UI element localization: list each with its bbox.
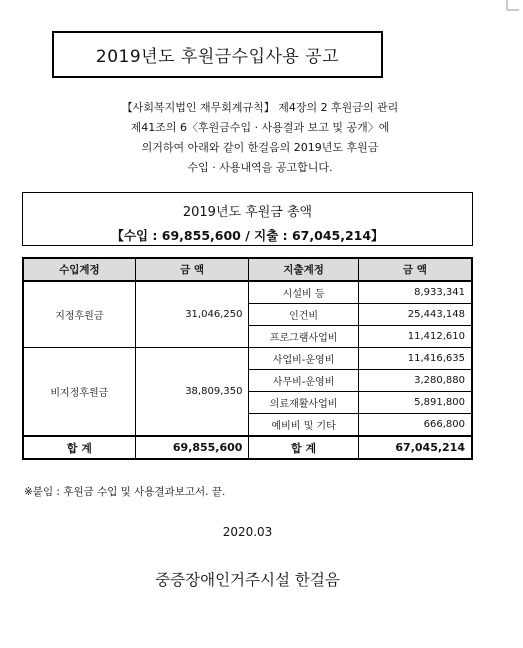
expense-amount-cell: 5,891,800 <box>358 392 472 414</box>
expense-account-cell: 사무비-운영비 <box>249 370 358 392</box>
header-income-amount: 금 액 <box>135 258 249 281</box>
income-amount-cell: 38,809,350 <box>135 348 249 437</box>
expense-amount-cell: 8,933,341 <box>358 281 472 304</box>
expense-amount-cell: 666,800 <box>358 414 472 437</box>
table-header-row <box>23 258 472 281</box>
total-income-label: 합 계 <box>23 436 135 459</box>
summary-totals: 【수입 : 69,855,600 / 지출 : 67,045,214】 <box>111 228 384 243</box>
header-expense-account: 지출계정 <box>249 258 358 281</box>
expense-account-cell: 인건비 <box>249 304 358 326</box>
table-total-row <box>23 436 472 459</box>
organization-name: 중증장애인거주시설 한걸음 <box>155 571 340 589</box>
income-amount-cell: 31,046,250 <box>135 281 249 348</box>
header-income-account: 수입계정 <box>23 258 135 281</box>
expense-account-cell: 사업비-운영비 <box>249 348 358 370</box>
income-account-cell: 비지정후원금 <box>23 348 135 437</box>
expense-account-cell: 의료재활사업비 <box>249 392 358 414</box>
intro-line: 제41조의 6〈후원금수입 · 사용결과 보고 및 공개〉에 <box>130 121 390 134</box>
notice-date: 2020.03 <box>222 525 273 539</box>
expense-account-cell: 시설비 등 <box>249 281 358 304</box>
income-account-cell: 지정후원금 <box>23 281 135 348</box>
expense-amount-cell: 11,416,635 <box>358 348 472 370</box>
intro-line: 수입 · 사용내역을 공고합니다. <box>187 161 333 174</box>
expense-amount-cell: 3,280,880 <box>358 370 472 392</box>
intro-paragraph <box>60 98 460 178</box>
expense-amount-cell: 11,412,610 <box>358 326 472 348</box>
total-expense-amount: 67,045,214 <box>358 436 472 459</box>
expense-account-cell: 프로그램사업비 <box>249 326 358 348</box>
summary-title: 2019년도 후원금 총액 <box>182 205 313 220</box>
notice-title: 2019년도 후원금수입사용 공고 <box>52 31 383 78</box>
total-income-amount: 69,855,600 <box>135 436 249 459</box>
intro-line: 【사회복지법인 재무회계규칙】 제4장의 2 후원금의 관리 <box>121 101 399 114</box>
table-row <box>23 348 472 370</box>
income-expense-table <box>22 257 473 460</box>
expense-amount-cell: 25,443,148 <box>358 304 472 326</box>
summary-box <box>22 192 473 246</box>
attachment-note: ※붙임 : 후원금 수입 및 사용결과보고서. 끝. <box>24 486 226 498</box>
total-expense-label: 합 계 <box>249 436 358 459</box>
table-row <box>23 281 472 304</box>
header-expense-amount: 금 액 <box>358 258 472 281</box>
page-corner-mark-icon <box>505 0 519 16</box>
intro-line: 의거하여 아래와 같이 한걸음의 2019년도 후원금 <box>141 141 379 154</box>
expense-account-cell: 예비비 및 기타 <box>249 414 358 437</box>
